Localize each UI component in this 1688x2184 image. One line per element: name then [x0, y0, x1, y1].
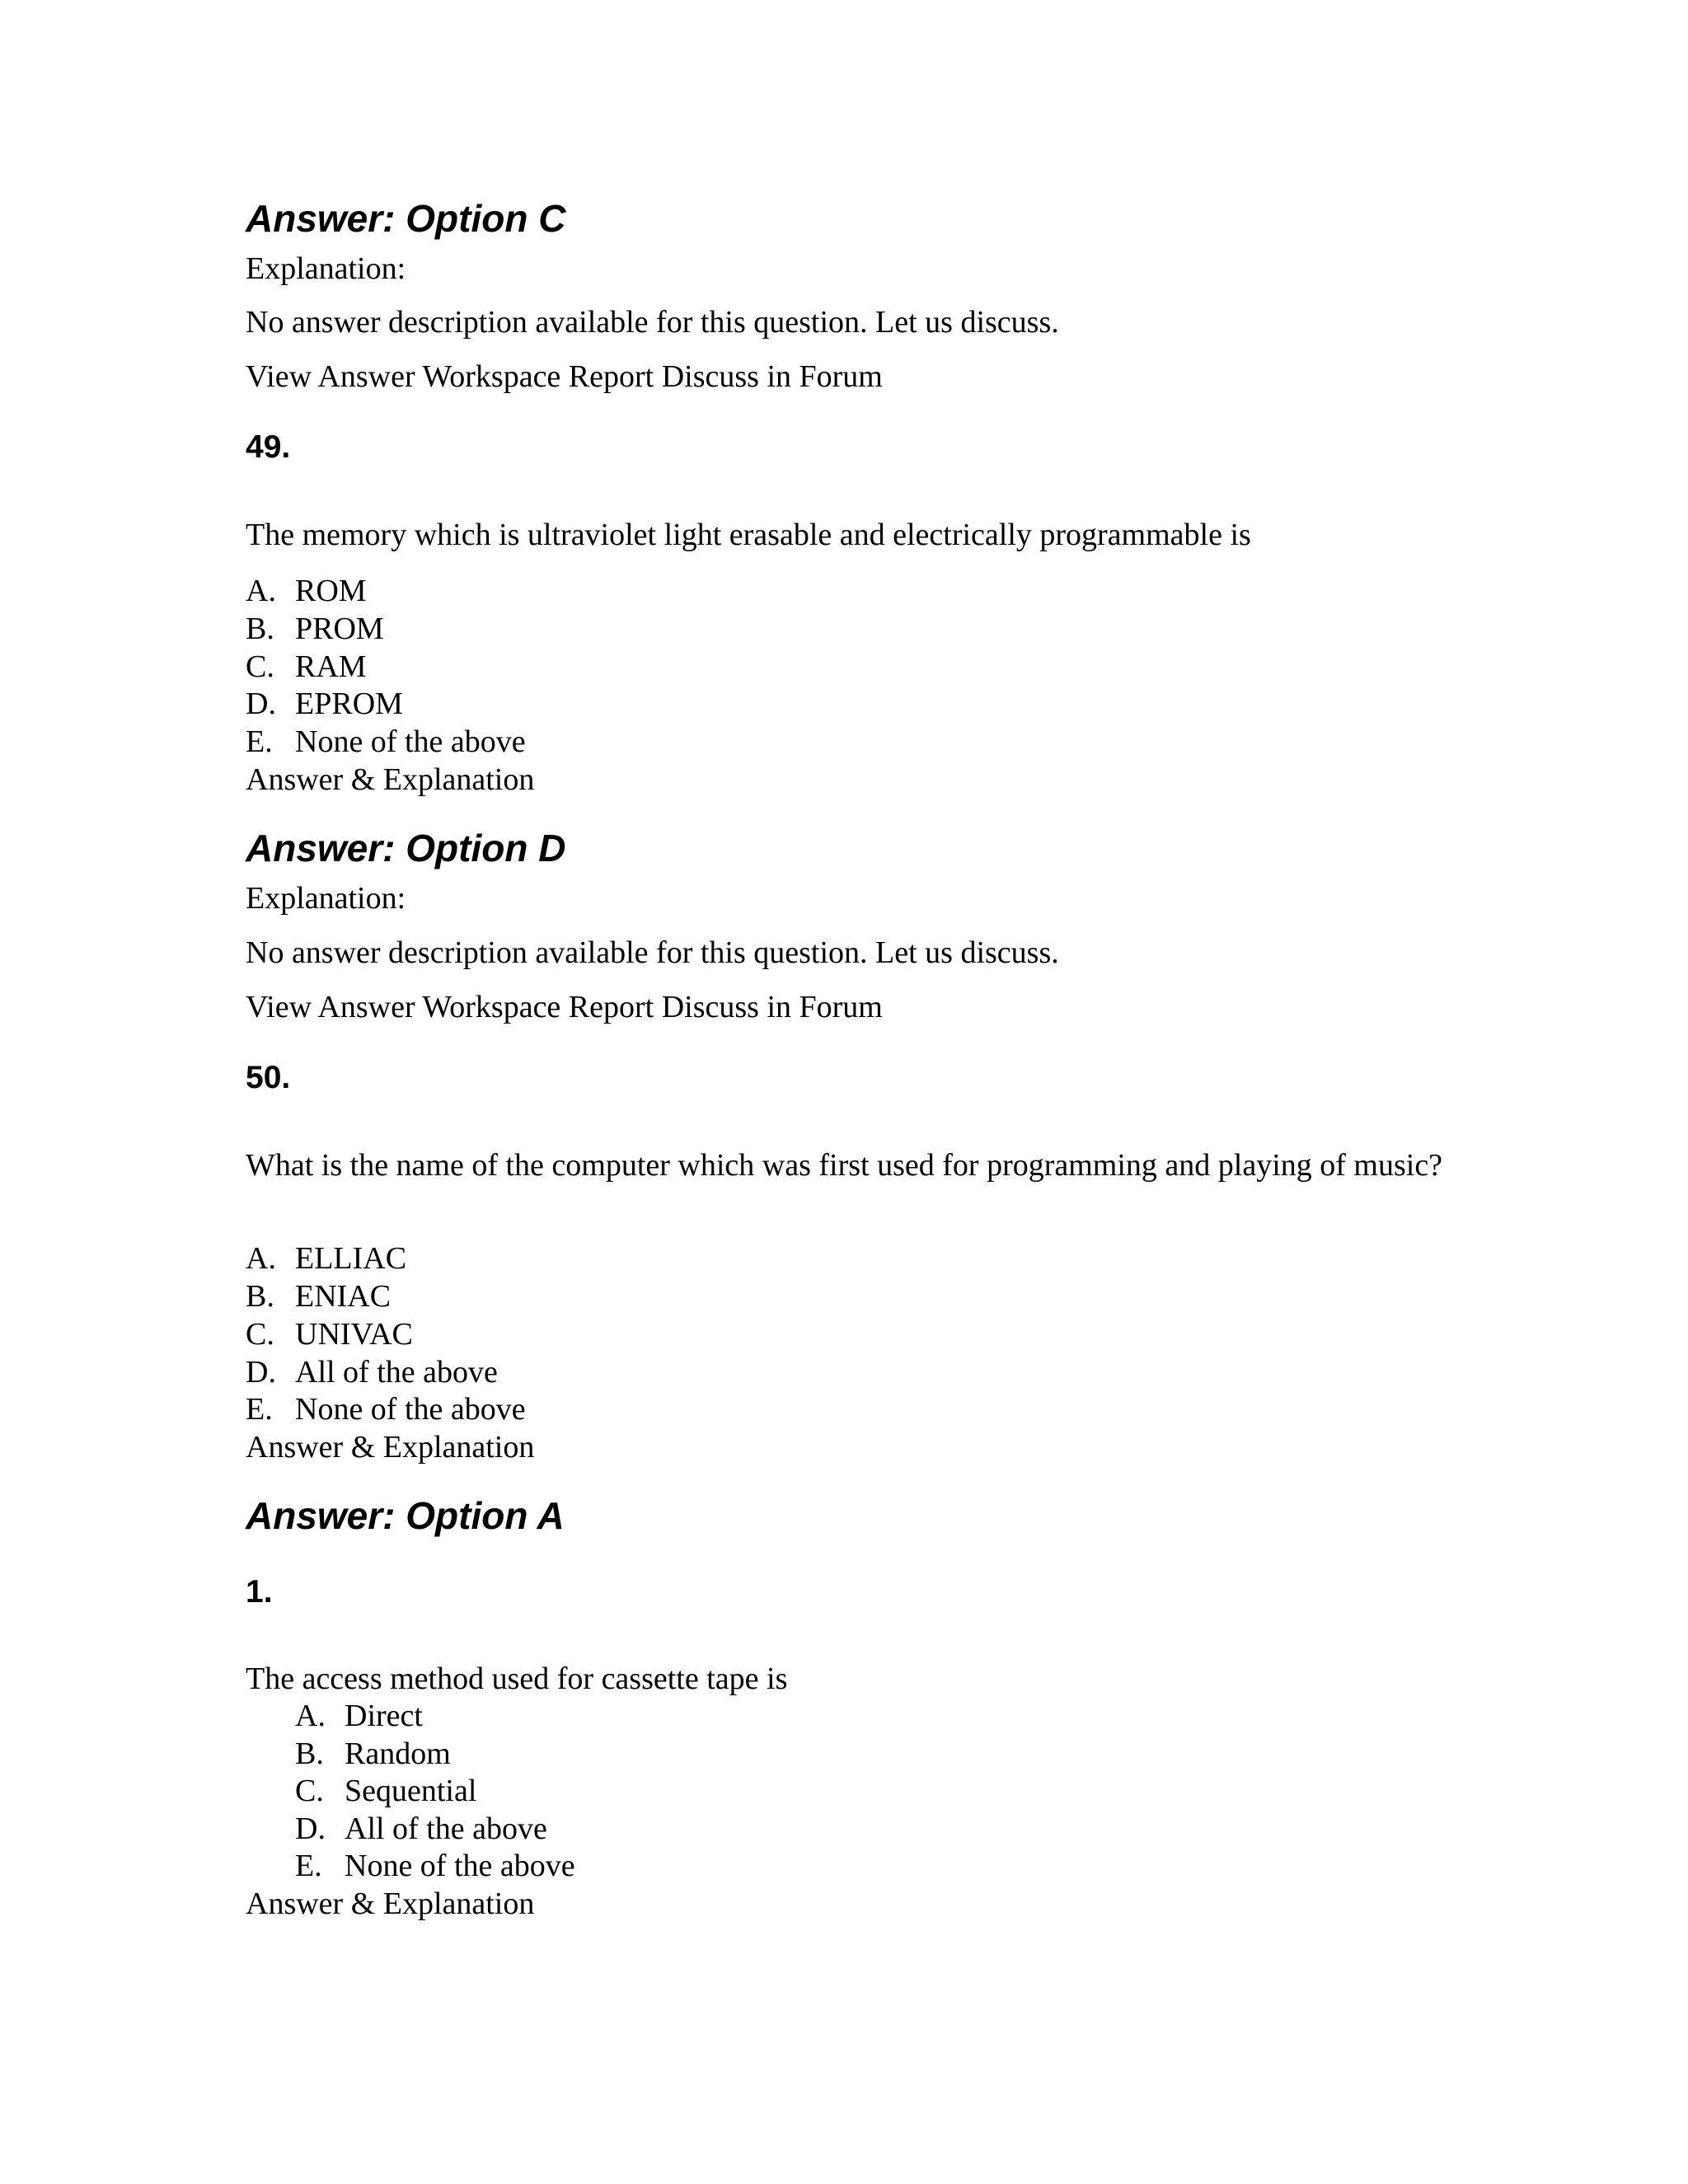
- explanation-label: Explanation:: [246, 251, 406, 286]
- answer-heading: Answer: Option C: [246, 197, 566, 240]
- option-letter: E.: [246, 724, 273, 759]
- option-text: None of the above: [295, 1392, 526, 1427]
- option-text: ENIAC: [295, 1279, 392, 1314]
- answer-links[interactable]: View Answer Workspace Report Discuss in Forum: [246, 990, 883, 1024]
- answer-explanation-link[interactable]: Answer & Explanation: [246, 1886, 535, 1921]
- option-text: Random: [345, 1736, 451, 1771]
- option-letter: E.: [295, 1849, 322, 1883]
- option-item[interactable]: [295, 1697, 423, 1735]
- option-text: None of the above: [295, 724, 526, 759]
- option-item[interactable]: [295, 1810, 547, 1848]
- option-item[interactable]: [246, 610, 384, 648]
- option-item[interactable]: [246, 648, 367, 686]
- option-letter: E.: [246, 1392, 273, 1427]
- explanation-label: Explanation:: [246, 881, 406, 916]
- answer-links[interactable]: View Answer Workspace Report Discuss in Forum: [246, 359, 883, 394]
- option-letter: C.: [246, 649, 274, 684]
- question-text: What is the name of the computer which was first used for programming and playing of music?: [246, 1148, 1443, 1183]
- option-text: EPROM: [295, 687, 403, 721]
- option-text: PROM: [295, 612, 384, 646]
- option-text: All of the above: [345, 1811, 547, 1846]
- option-item[interactable]: [246, 1390, 526, 1428]
- answer-description: No answer description available for this question. Let us discuss.: [246, 935, 1059, 970]
- option-item[interactable]: [246, 1353, 498, 1391]
- option-text: Sequential: [345, 1774, 477, 1808]
- option-letter: B.: [295, 1736, 324, 1771]
- question-text: The access method used for cassette tape is: [246, 1661, 788, 1696]
- option-text: ELLIAC: [295, 1241, 407, 1276]
- option-item[interactable]: [246, 1240, 406, 1277]
- option-letter: C.: [295, 1774, 324, 1808]
- option-letter: B.: [246, 1279, 274, 1314]
- option-letter: C.: [246, 1317, 274, 1352]
- question-number: 1.: [246, 1574, 273, 1610]
- option-text: All of the above: [295, 1355, 498, 1390]
- option-item[interactable]: [295, 1735, 451, 1773]
- question-text: The memory which is ultraviolet light erasable and electrically programmable is: [246, 518, 1251, 552]
- option-item[interactable]: [295, 1847, 575, 1885]
- answer-heading: Answer: Option A: [246, 1494, 565, 1537]
- option-letter: A.: [246, 574, 276, 608]
- option-item[interactable]: [246, 572, 367, 610]
- option-letter: D.: [246, 1355, 276, 1390]
- answer-description: No answer description available for this question. Let us discuss.: [246, 305, 1059, 340]
- answer-heading: Answer: Option D: [246, 827, 566, 869]
- option-item[interactable]: [295, 1772, 476, 1810]
- option-letter: A.: [295, 1699, 326, 1733]
- option-letter: A.: [246, 1241, 276, 1276]
- option-letter: D.: [246, 687, 276, 721]
- option-text: Direct: [345, 1699, 423, 1733]
- option-letter: D.: [295, 1811, 326, 1846]
- answer-explanation-link[interactable]: Answer & Explanation: [246, 1430, 535, 1465]
- question-number: 49.: [246, 429, 291, 465]
- option-text: ROM: [295, 574, 367, 608]
- option-text: None of the above: [345, 1849, 575, 1883]
- option-item[interactable]: [246, 1277, 391, 1315]
- option-letter: B.: [246, 612, 274, 646]
- option-item[interactable]: [246, 723, 526, 761]
- answer-explanation-link[interactable]: Answer & Explanation: [246, 762, 535, 797]
- option-item[interactable]: [246, 1315, 413, 1353]
- option-text: RAM: [295, 649, 367, 684]
- option-item[interactable]: [246, 685, 403, 723]
- question-number: 50.: [246, 1060, 291, 1095]
- option-text: UNIVAC: [295, 1317, 413, 1352]
